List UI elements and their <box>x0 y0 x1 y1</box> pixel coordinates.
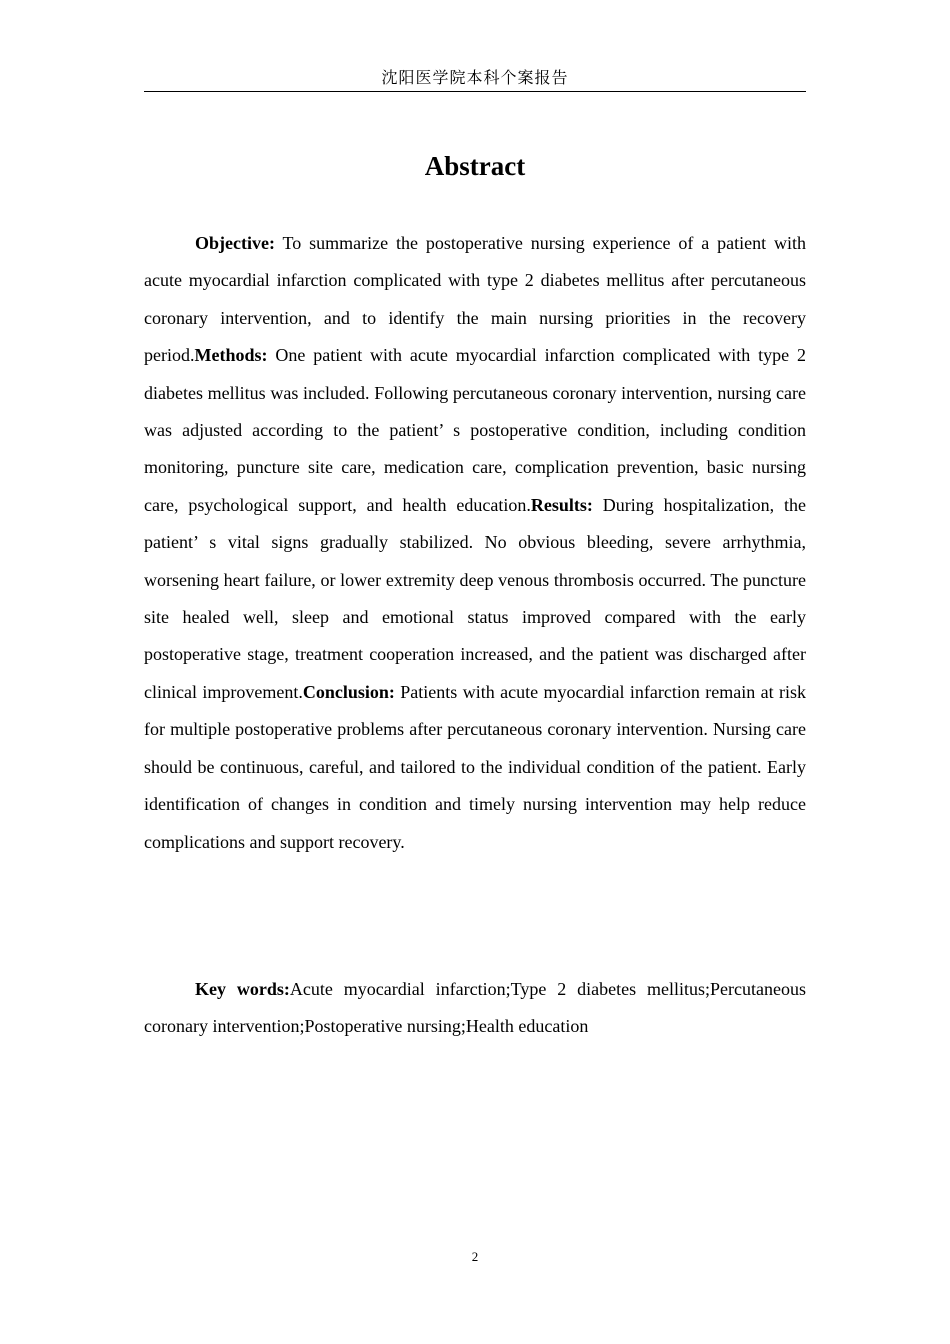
abstract-title: Abstract <box>424 151 526 181</box>
results-label: Results: <box>530 494 593 515</box>
methods-label: Methods: <box>194 345 268 366</box>
objective-text: To summarize the postoperative nursing experience of a patient with acute myocardial infarction complicated with type 2 diabetes mellitus after percutaneous coronary intervention, and to identify the main nursing priorities in the recovery period. <box>144 233 806 366</box>
conclusion-text: Patients with acute myocardial infarction remain at risk for multiple postoperative problems after percutaneous coronary intervention. Nursing care should be continuous, careful, and tailored to the individual condition of the patient. Early identification of changes in condition and timely nursing intervention may help reduce complications and support recovery. <box>144 681 806 852</box>
abstract-paragraph <box>144 225 806 861</box>
objective-label: Objective: <box>195 233 275 253</box>
running-header: 沈阳医学院本科个案报告 <box>381 70 569 87</box>
keywords-paragraph <box>144 971 806 1046</box>
methods-text: One patient with acute myocardial infarction complicated with type 2 diabetes mellitus was included. Following percutaneous coronary intervention, nursing care was adjusted according to the patient’ s postoperative condition, including condition monitoring, puncture site care, medication care, complication prevention, basic nursing care, psychological support, and health education. <box>144 345 806 515</box>
results-text: During hospitalization, the patient’ s vital signs gradually stabilized. No obvious bleeding, severe arrhythmia, worsening heart failure, or lower extremity deep venous thrombosis occurred. The puncture site healed well, sleep and emotional status improved compared with the early postoperative stage, treatment cooperation increased, and the patient was discharged after clinical improvement. <box>144 494 806 702</box>
header-rule <box>144 91 806 92</box>
keywords-text: Acute myocardial infarction;Type 2 diabetes mellitus;Percutaneous coronary intervention;Postoperative nursing;Health education <box>144 979 806 1037</box>
keywords-label: Key words: <box>195 979 290 999</box>
conclusion-label: Conclusion: <box>302 681 395 702</box>
page-number: 2 <box>471 1249 479 1264</box>
